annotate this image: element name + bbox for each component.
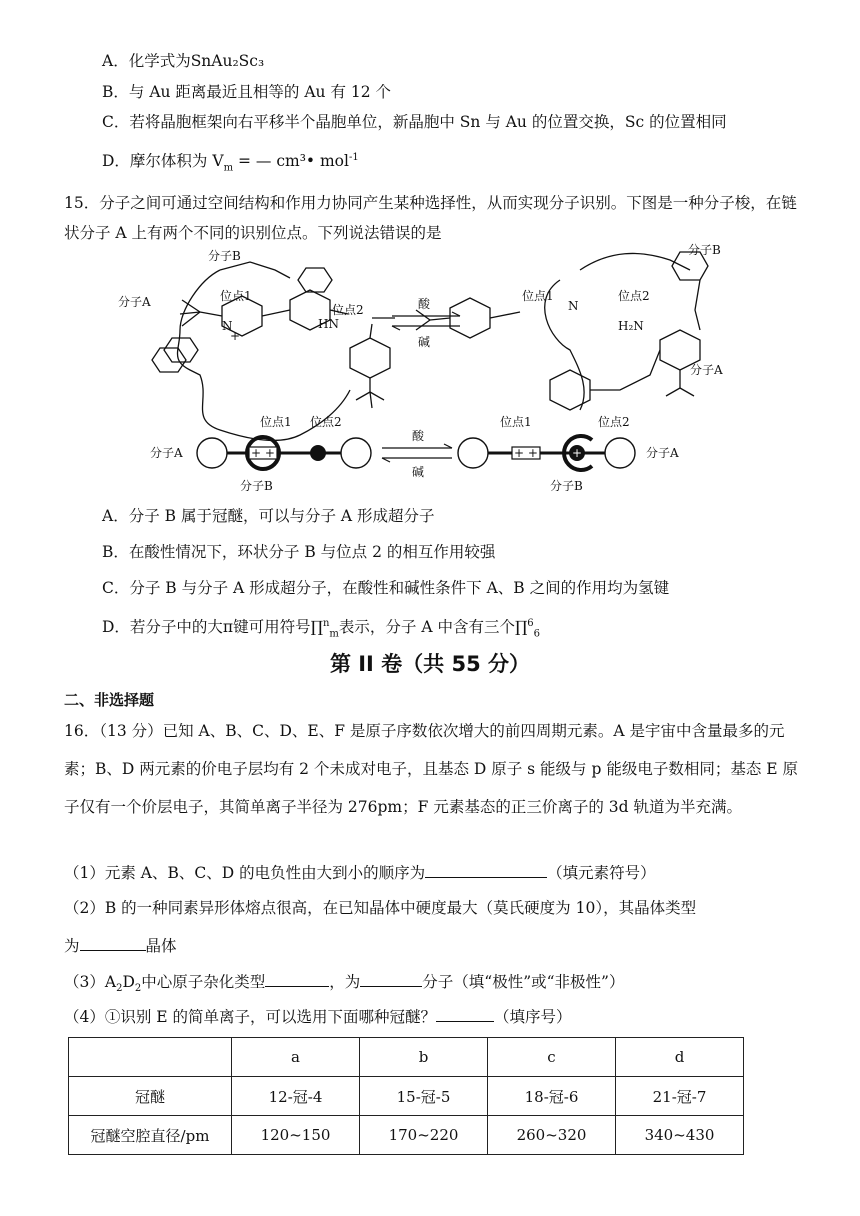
q16-part2-line2: 为 晶体: [64, 934, 177, 956]
svg-text:+ +: + +: [251, 446, 275, 460]
table-cell: 冠醚: [69, 1077, 232, 1116]
crown-ether-table: [68, 1037, 744, 1155]
table-cell: 120~150: [232, 1116, 360, 1155]
q16-part3: $(3)A_2D_2$中心原子杂化类型 ，为 分子（填“极性”或“非极性”）: [64, 970, 624, 999]
table-header-cell: c: [488, 1038, 616, 1077]
table-cell: 260~320: [488, 1116, 616, 1155]
schematic-right-site2: 位点2: [598, 415, 630, 429]
section-heading: 二、非选择题: [64, 691, 155, 709]
table-header-cell: [69, 1038, 232, 1077]
bottom-base: 碱: [412, 465, 425, 479]
answer-blank[interactable]: [265, 970, 329, 987]
table-row: [69, 1116, 744, 1155]
q16-part1: （1）元素 A、B、C、D 的电负性由大到小的顺序为 （填元素符号）: [64, 861, 656, 883]
answer-blank[interactable]: [436, 1005, 494, 1022]
q16-part2-line1: （2）B 的一种同素异形体熔点很高，在已知晶体中硬度最大（莫氏硬度为 10），其晶体类型: [64, 899, 697, 917]
q15-option-b: B．在酸性情况下，环状分子 B 与位点 2 的相互作用较强: [102, 543, 496, 561]
answer-blank[interactable]: [425, 861, 547, 878]
right-nh2: H₂N: [618, 319, 644, 333]
table-cell: 冠醚空腔直径/pm: [69, 1116, 232, 1155]
left-label-mol-b: 分子B: [208, 249, 241, 263]
right-site2: 位点2: [618, 289, 650, 303]
q15-stem: 15．分子之间可通过空间结构和作用力协同产生某种选择性，从而实现分子识别。下图是一种分子梭，在链状分子 A 上有两个不同的识别位点。下列说法错误的是: [64, 194, 797, 242]
left-site2: 位点2: [332, 303, 364, 317]
q15-option-c: C．分子 B 与分子 A 形成超分子，在酸性和碱性条件下 A、B 之间的作用均为氢键: [102, 579, 670, 597]
schematic-left-mol-b: 分子B: [240, 479, 273, 493]
table-header-row: [69, 1038, 744, 1077]
schematic-right-mol-b: 分子B: [550, 479, 583, 493]
left-n-plus: N: [222, 319, 233, 333]
right-label-mol-b: 分子B: [688, 243, 721, 257]
q16-part4: （4）①识别 E 的简单离子，可以选用下面哪种冠醚？ （填序号）: [64, 1005, 572, 1027]
left-label-mol-a: 分子A: [118, 295, 151, 309]
answer-blank[interactable]: [80, 934, 146, 951]
q14-option-b: B．与 Au 距离最近且相等的 Au 有 12 个: [102, 83, 392, 101]
table-header-cell: b: [360, 1038, 488, 1077]
schematic-right-mol-a: 分子A: [646, 446, 679, 460]
table-cell: 170~220: [360, 1116, 488, 1155]
table-cell: 18-冠-6: [488, 1077, 616, 1116]
table-header-cell: a: [232, 1038, 360, 1077]
right-site1: 位点1: [522, 289, 554, 303]
q15-option-d: D．若分子中的大π键可用符号∏$^n_m$表示，分子 A 中含有三个∏$^6_6$: [102, 618, 541, 640]
left-hn: HN: [318, 317, 339, 331]
schematic-left-site2: 位点2: [310, 415, 342, 429]
right-n-plus: N: [568, 299, 579, 313]
q15-option-a: A．分子 B 属于冠醚，可以与分子 A 形成超分子: [102, 507, 435, 525]
bottom-acid: 酸: [412, 429, 425, 443]
schematic-left-site1: 位点1: [260, 415, 292, 429]
q14-option-a: A．化学式为SnAu₂Sc₃: [102, 52, 265, 70]
table-row: [69, 1077, 744, 1116]
table-cell: 15-冠-5: [360, 1077, 488, 1116]
answer-blank[interactable]: [360, 970, 422, 987]
q16-stem: 16．（13 分）已知 A、B、C、D、E、F 是原子序数依次增大的前四周期元素。A 是宇宙中含量最多的元素；B、D 两元素的价电子层均有 2 个未成对电子，且基态 D 原子 s 能级与 p 能级电子数相同；基态 E 原子仅有一个价层电子，其简单离子半径为 276pm；F 元素基态的正三价离子的 3d 轨道为半充满。: [64, 722, 798, 816]
top-acid: 酸: [418, 297, 431, 311]
svg-text:+ +: + +: [514, 446, 538, 460]
svg-text:+: +: [572, 446, 583, 460]
q14-option-c: C．若将晶胞框架向右平移半个晶胞单位，新晶胞中 Sn 与 Au 的位置交换，Sc 的位置相同: [102, 113, 727, 131]
schematic-right-site1: 位点1: [500, 415, 532, 429]
schematic-left-mol-a: 分子A: [150, 446, 183, 460]
q14-option-d: D．摩尔体积为 $V_m$ = — cm³• mol$^{-1}$: [102, 152, 359, 174]
part-two-title: 第 II 卷（共 55 分）: [329, 652, 531, 676]
table-cell: 21-冠-7: [616, 1077, 744, 1116]
table-cell: 340~430: [616, 1116, 744, 1155]
table-cell: 12-冠-4: [232, 1077, 360, 1116]
molecular-shuttle-diagram: [110, 240, 750, 502]
left-site1: 位点1: [220, 289, 252, 303]
top-base: 碱: [418, 335, 431, 349]
right-label-mol-a: 分子A: [690, 363, 723, 377]
svg-text:+: +: [230, 329, 241, 343]
table-header-cell: d: [616, 1038, 744, 1077]
